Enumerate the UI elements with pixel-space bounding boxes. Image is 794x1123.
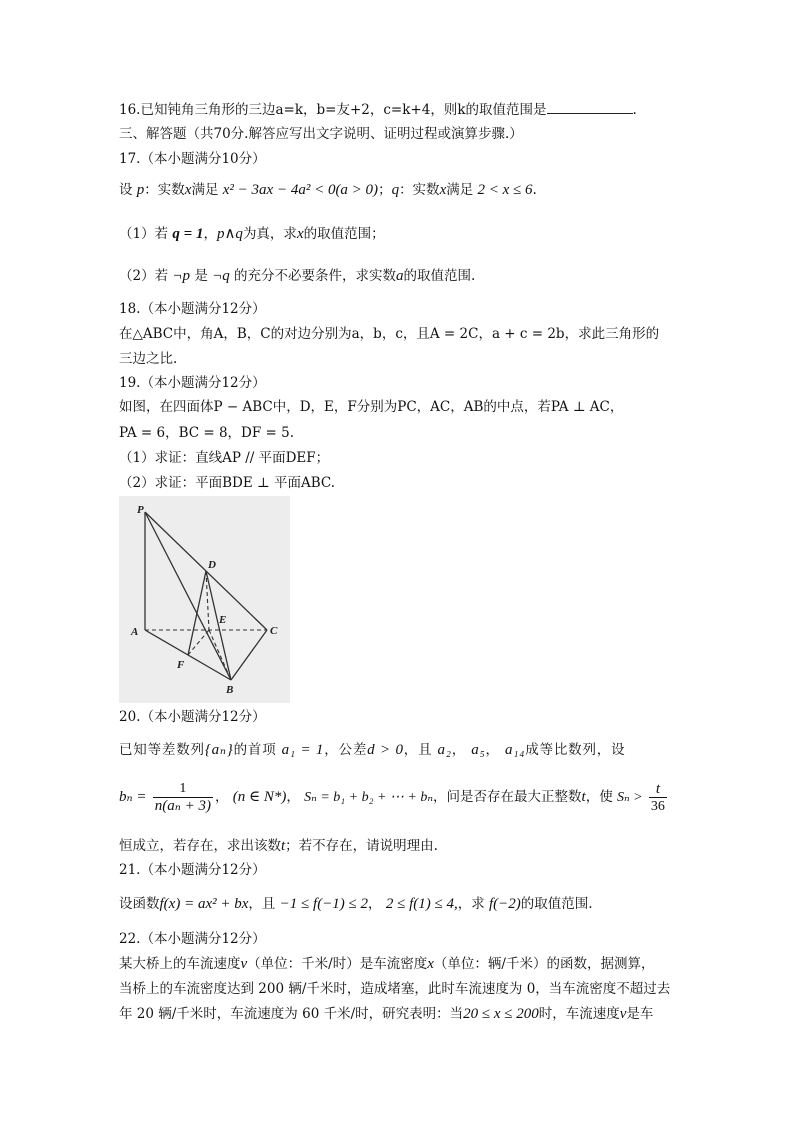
q21-e: 的取值范围. — [520, 896, 593, 912]
q17-stem-c: 满足 — [191, 182, 219, 198]
q17-part1-d: 的取值范围； — [303, 226, 385, 242]
q20-bn-lhs: bₙ = — [119, 789, 147, 805]
q20-a5: a₅ — [471, 742, 486, 758]
q18-line1: 在△ABC中，角A，B，C的对边分别为a，b，c，且A = 2C，a + c = 2b，求此三角形的 — [119, 326, 660, 342]
q20-l1-b: 的首项 — [233, 742, 277, 758]
q20-sn-def: Sₙ = b₁ + b₂ + ⋯ + bₙ — [304, 790, 434, 805]
q20-bn-fraction — [153, 781, 213, 815]
q17-part1-pq: p∧q — [216, 226, 243, 242]
q16-line — [119, 101, 637, 119]
q22-l3-v: v — [619, 1006, 627, 1022]
q17-part1-math: q = 1 — [172, 226, 204, 242]
q17-part1-x: x — [296, 226, 304, 242]
edge-bc — [231, 630, 267, 680]
q20-d: d > 0 — [367, 742, 404, 758]
q19-part1: （1）求证：直线AP // 平面DEF； — [119, 450, 330, 466]
q22-l1-a: 某大桥上的车流速度 — [119, 956, 241, 972]
q17-p: p — [136, 182, 145, 198]
q21-target: f(−2) — [489, 896, 521, 912]
q22-l1-x: x — [427, 956, 434, 972]
label-a: A — [131, 626, 139, 638]
q21-fx: f(x) = ax² + bx — [159, 896, 249, 912]
q17-part1-b: ， — [203, 226, 217, 242]
q16-end: . — [632, 102, 637, 118]
q17-stem-f: 满足 — [446, 182, 474, 198]
q20-t: t — [581, 789, 586, 805]
q20-n-set: (n ∈ N*) — [232, 789, 287, 805]
q20-a1: a₁ = 1 — [281, 742, 325, 758]
q20-l1-a: 已知等差数列 — [119, 742, 205, 758]
q20-sn-ineq: Sₙ > — [617, 790, 643, 805]
q21-line — [119, 895, 593, 913]
q20-l2-d: ，使 — [585, 789, 613, 805]
q20-l3-b: ；若不存在，请说明理由. — [285, 838, 438, 854]
label-f: F — [177, 659, 185, 671]
q17-part2-notp: ¬p — [172, 268, 191, 284]
q20-t-fraction — [649, 781, 667, 815]
q17-header: 17.（本小题满分10分） — [119, 151, 266, 167]
label-c: C — [270, 625, 278, 637]
q17-stem-e: ：实数 — [399, 182, 440, 198]
q17-stem-g: . — [532, 182, 537, 198]
q20-t-num: t — [649, 781, 667, 798]
q20-l3-a: 恒成立，若存在，求出该数 — [119, 838, 281, 854]
label-b: B — [226, 684, 234, 696]
q17-stem-a: 设 — [119, 182, 133, 198]
q19-line2: PA = 6，BC = 8，DF = 5. — [119, 425, 295, 441]
q20-seq: {aₙ} — [204, 742, 234, 758]
q20-bn-den: n(aₙ + 3) — [154, 797, 211, 814]
q16-text: 16.已知钝角三角形的三边a=k，b=友+2，c=k+4，则k的取值范围是 — [119, 102, 547, 118]
q20-line2 — [119, 779, 669, 816]
label-p: P — [137, 504, 144, 516]
q20-l2-c: ，问是否存在最大正整数 — [433, 789, 582, 805]
q21-c: ， — [368, 896, 382, 912]
q17-stem — [119, 181, 537, 199]
q17-part1-c: 为真，求 — [242, 226, 297, 242]
q18-header: 18.（本小题满分12分） — [119, 301, 266, 317]
q20-a14: a₁₄ — [504, 742, 526, 758]
q17-stem-b: ：实数 — [144, 182, 185, 198]
q17-part1-a: （1）若 — [119, 226, 169, 242]
q17-part2 — [119, 267, 475, 285]
q22-l3-b: 时，车流速度 — [538, 1006, 620, 1022]
q20-header: 20.（本小题满分12分） — [119, 709, 266, 725]
q17-part2-notq: ¬q — [212, 268, 230, 284]
q21-a: 设函数 — [119, 896, 160, 912]
q17-part2-a: （2）若 — [119, 268, 169, 284]
label-d: D — [208, 559, 216, 571]
q17-x1: x — [184, 182, 192, 198]
answer-blank — [547, 101, 633, 114]
q20-bn-num: 1 — [153, 781, 213, 798]
q21-cond1: −1 ≤ f(−1) ≤ 2 — [279, 896, 369, 912]
section-3-title: 三、解答题（共70分.解答应写出文字说明、证明过程或演算步骤.） — [119, 126, 523, 142]
label-e: E — [219, 614, 227, 626]
q19-part2: （2）求证：平面BDE ⊥ 平面ABC. — [119, 475, 336, 491]
q22-l3-c: 是车 — [626, 1006, 654, 1022]
q20-l1-e: ，且 — [403, 742, 433, 758]
q21-header: 21.（本小题满分12分） — [119, 862, 266, 878]
q21-cond2: 2 ≤ f(1) ≤ 4, — [385, 896, 458, 912]
q20-l2-sep: ， — [214, 789, 229, 805]
q20-l1-g: ， — [485, 742, 500, 758]
q19-header: 19.（本小题满分12分） — [119, 375, 266, 391]
q17-q: q — [391, 182, 400, 198]
q20-l1-f: ， — [451, 742, 467, 758]
q20-line1 — [119, 741, 625, 759]
tetrahedron-svg — [119, 496, 290, 703]
q21-b: ，且 — [248, 896, 276, 912]
q18-line2: 三边之比. — [119, 351, 178, 367]
q20-l1-h: 成等比数列，设 — [525, 742, 626, 758]
q17-part2-c: 的充分不必要条件，求实数 — [234, 268, 397, 284]
q22-l1-b: （单位：千米/时）是车流密度 — [247, 956, 428, 972]
q17-stem-d: ； — [378, 182, 392, 198]
q17-part1 — [119, 225, 385, 243]
q17-inequality: x² − 3ax − 4a² < 0(a > 0) — [222, 182, 379, 198]
q17-part2-d: 的取值范围. — [403, 268, 476, 284]
q22-line2: 当桥上的车流密度达到 200 辆/千米时，造成堵塞，此时车流速度为 0，当车流密度不超过去 — [119, 981, 671, 997]
q22-header: 22.（本小题满分12分） — [119, 931, 266, 947]
q22-l1-v: v — [240, 956, 248, 972]
q20-t-den: 36 — [650, 798, 665, 814]
tetrahedron-figure — [119, 496, 290, 703]
q22-line3 — [119, 1005, 653, 1023]
q20-line3 — [119, 837, 438, 855]
q22-l1-c: （单位：辆/千米）的函数，据测算， — [433, 956, 655, 972]
q22-l3-a: 年 20 辆/千米时，车流速度为 60 千米/时，研究表明：当 — [119, 1006, 464, 1022]
q17-x2: x — [439, 182, 447, 198]
q20-l2-b: ， — [286, 789, 300, 805]
q22-l3-range: 20 ≤ x ≤ 200 — [463, 1006, 539, 1022]
edge-df — [188, 571, 206, 655]
q17-part2-avar: a — [396, 268, 404, 284]
q17-part2-b: 是 — [194, 268, 208, 284]
q20-l1-c: ，公差 — [324, 742, 368, 758]
q20-a2: a₂ — [437, 742, 452, 758]
q17-range: 2 < x ≤ 6 — [477, 182, 533, 198]
q21-d: ，求 — [457, 896, 485, 912]
q20-l3-t: t — [281, 838, 286, 854]
q19-line1: 如图，在四面体P − ABC中，D，E，F分别为PC，AC，AB的中点，若PA ⊥ AC， — [119, 399, 624, 415]
q22-line1 — [119, 955, 654, 973]
